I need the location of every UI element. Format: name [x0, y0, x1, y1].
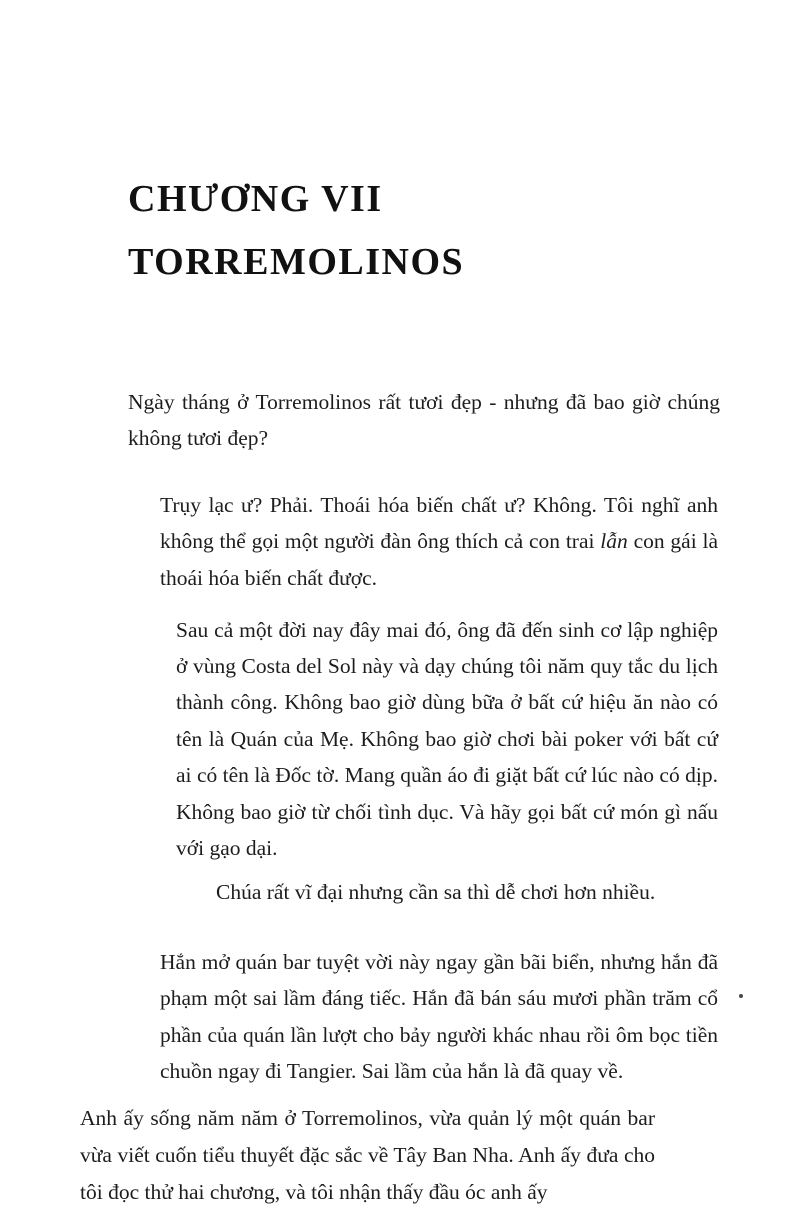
paragraph-closing: Anh ấy sống năm năm ở Torremolinos, vừa quản lý một quán bar vừa viết cuốn tiểu thuyết đặc sắc về Tây Ban Nha. Anh ấy đưa cho tôi đọc thử hai chương, và tôi nhận thấy đầu óc anh ấy — [80, 1105, 655, 1204]
paragraph-quote-2: Sau cả một đời nay đây mai đó, ông đã đến sinh cơ lập nghiệp ở vùng Costa del Sol này và dạy chúng tôi năm quy tắc du lịch thành công. Không bao giờ dùng bữa ở bất cứ hiệu ăn nào có tên là Quán của Mẹ. Không bao giờ chơi bài poker với bất cứ ai có tên là Đốc tờ. Mang quần áo đi giặt bất cứ lúc nào có dịp. Không bao giờ từ chối tình dục. Và hãy gọi bất cứ món gì nấu với gạo dại. — [176, 617, 718, 860]
print-speck — [739, 994, 743, 998]
paragraph-quote-1 — [160, 487, 718, 597]
paragraph-quote-1-before: Trụy lạc ư? Phải. Thoái hóa biến chất ư? Không. Tôi nghĩ anh không thể gọi một người đàn ông thích cả con trai — [160, 492, 718, 553]
paragraph-quote-1-emphasis: lẫn — [600, 529, 628, 553]
chapter-heading-line1: CHƯƠNG VII — [128, 178, 383, 220]
chapter-heading — [128, 168, 464, 294]
chapter-heading-line2: TORREMOLINOS — [128, 241, 465, 283]
paragraph-intro: Ngày tháng ở Torremolinos rất tươi đẹp - nhưng đã bao giờ chúng không tươi đẹp? — [128, 389, 720, 450]
paragraph-quote-4: Hắn mở quán bar tuyệt vời này ngay gần bãi biển, nhưng hắn đã phạm một sai lầm đáng tiếc. Hắn đã bán sáu mươi phần trăm cổ phần của quán lần lượt cho bảy người khác nhau rồi ôm bọc tiền chuồn ngay đi Tangier. Sai lầm của hắn là đã quay về. — [160, 949, 718, 1083]
paragraph-quote-1-after: con gái là thoái hóa biến chất được. — [160, 529, 719, 590]
paragraph-quote-3: Chúa rất vĩ đại nhưng cần sa thì dễ chơi hơn nhiều. — [216, 879, 656, 904]
